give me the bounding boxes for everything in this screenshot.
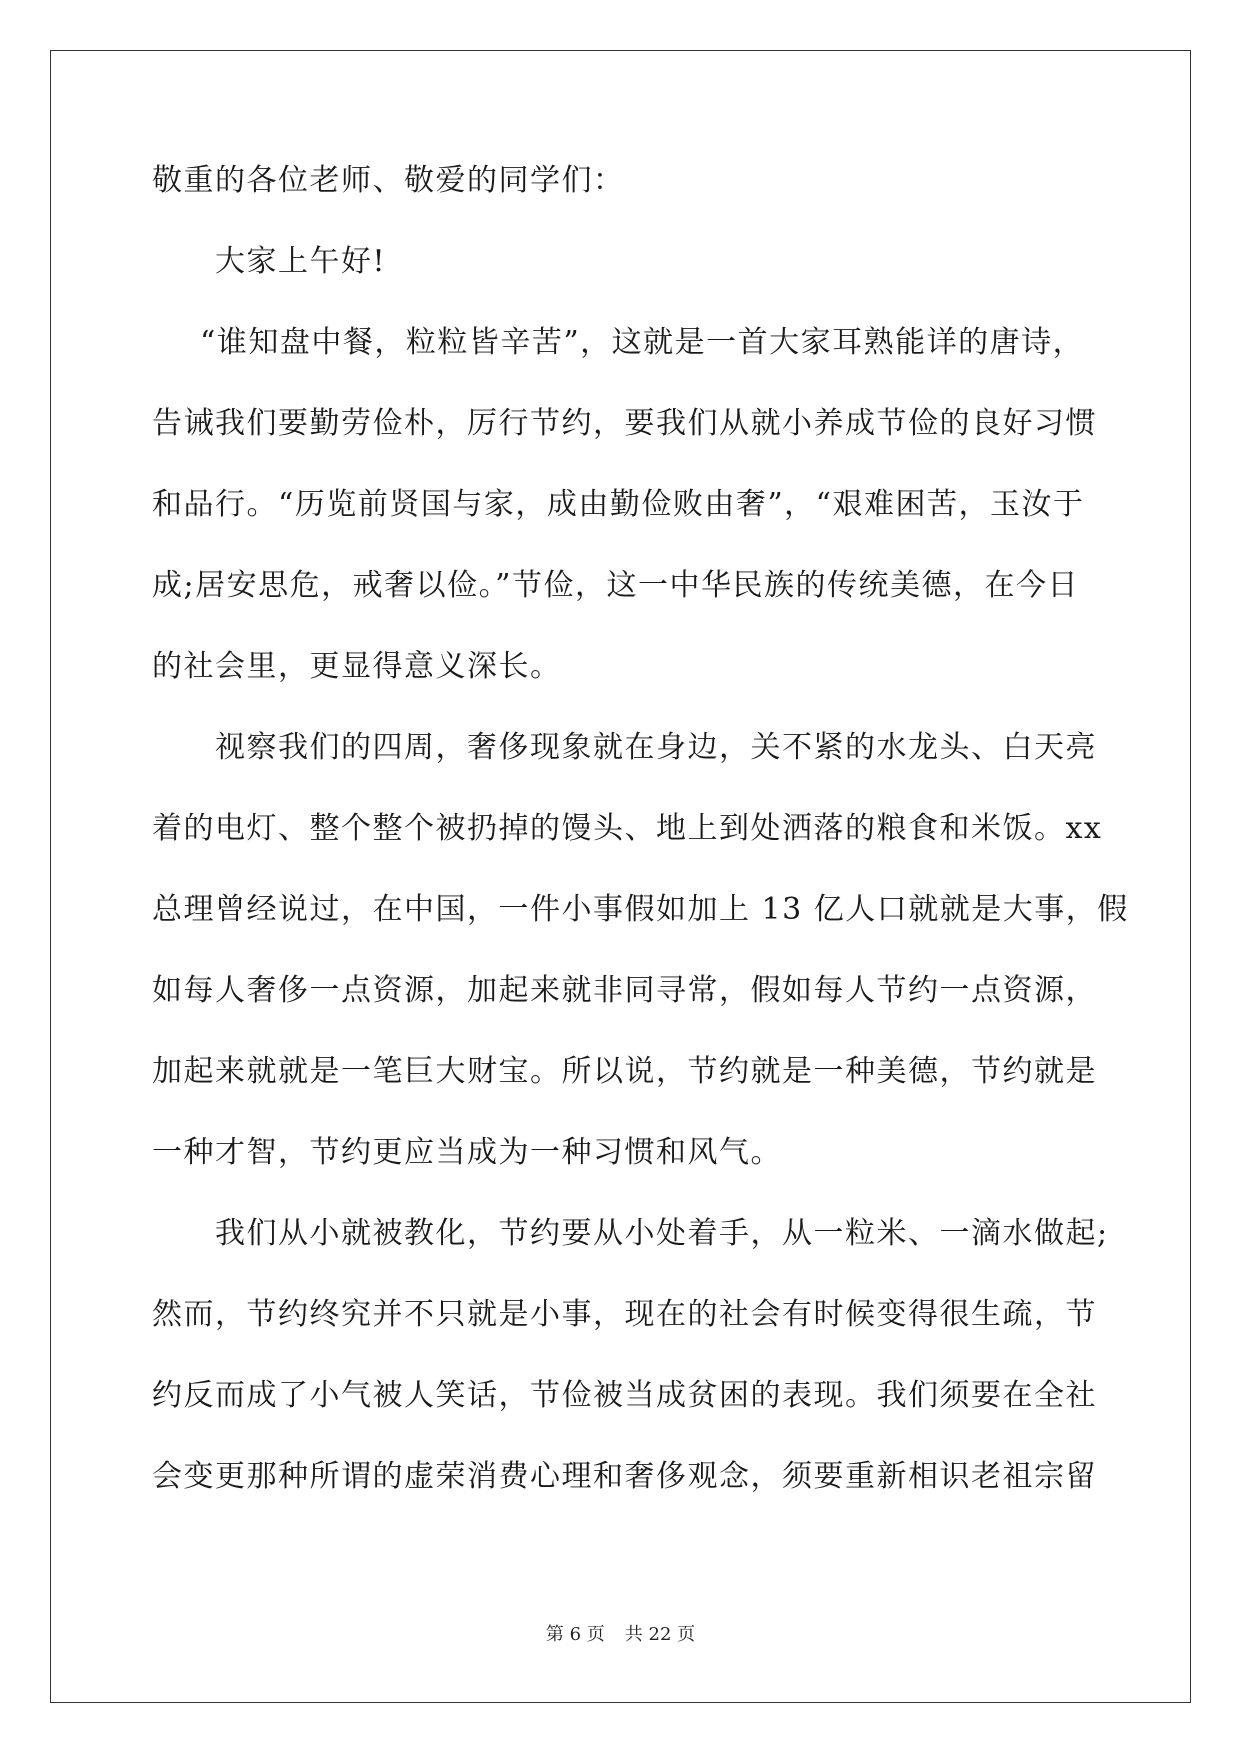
paragraph-line: 总理曾经说过，在中国，一件小事假如加上 13 亿人口就就是大事，假 (152, 892, 1129, 927)
paragraph-line: 加起来就就是一笔巨大财宝。所以说，节约就是一种美德，节约就是 (152, 1054, 1097, 1089)
salutation-line: 敬重的各位老师、敬爱的同学们： (152, 163, 625, 198)
paragraph-line: 一种才智，节约更应当成为一种习惯和风气。 (152, 1135, 782, 1170)
paragraph-line: 的社会里，更显得意义深长。 (152, 649, 562, 684)
paragraph-line: 告诫我们要勤劳俭朴，厉行节约，要我们从就小养成节俭的良好习惯 (152, 406, 1097, 441)
page-footer (0, 1620, 1241, 1646)
paragraph-line: 会变更那种所谓的虚荣消费心理和奢侈观念，须要重新相识老祖宗留 (152, 1459, 1097, 1494)
page-number: 第 6 页 (545, 1624, 605, 1645)
page-total: 共 22 页 (624, 1624, 696, 1645)
paragraph-line: 然而，节约终究并不只就是小事，现在的社会有时候变得很生疏，节 (152, 1297, 1097, 1332)
greeting-line: 大家上午好! (215, 244, 387, 279)
paragraph-line: 我们从小就被教化，节约要从小处着手，从一粒米、一滴水做起; (215, 1216, 1109, 1251)
paragraph-line: 视察我们的四周，奢侈现象就在身边，关不紧的水龙头、白天亮 (215, 730, 1097, 765)
document-body (152, 163, 1129, 1543)
paragraph-line: 如每人奢侈一点资源，加起来就非同寻常，假如每人节约一点资源， (152, 973, 1097, 1008)
paragraph-line: 着的电灯、整个整个被扔掉的馒头、地上到处洒落的粮食和米饭。xx (152, 811, 1103, 846)
paragraph-line: 成;居安思危，戒奢以俭。”节俭，这一中华民族的传统美德，在今日 (152, 568, 1079, 603)
paragraph-line: “谁知盘中餐，粒粒皆辛苦”，这就是一首大家耳熟能详的唐诗， (200, 325, 1085, 360)
paragraph-line: 约反而成了小气被人笑话，节俭被当成贫困的表现。我们须要在全社 (152, 1378, 1097, 1413)
paragraph-line: 和品行。“历览前贤国与家，成由勤俭败由奢”，“艰难困苦，玉汝于 (152, 487, 1085, 522)
